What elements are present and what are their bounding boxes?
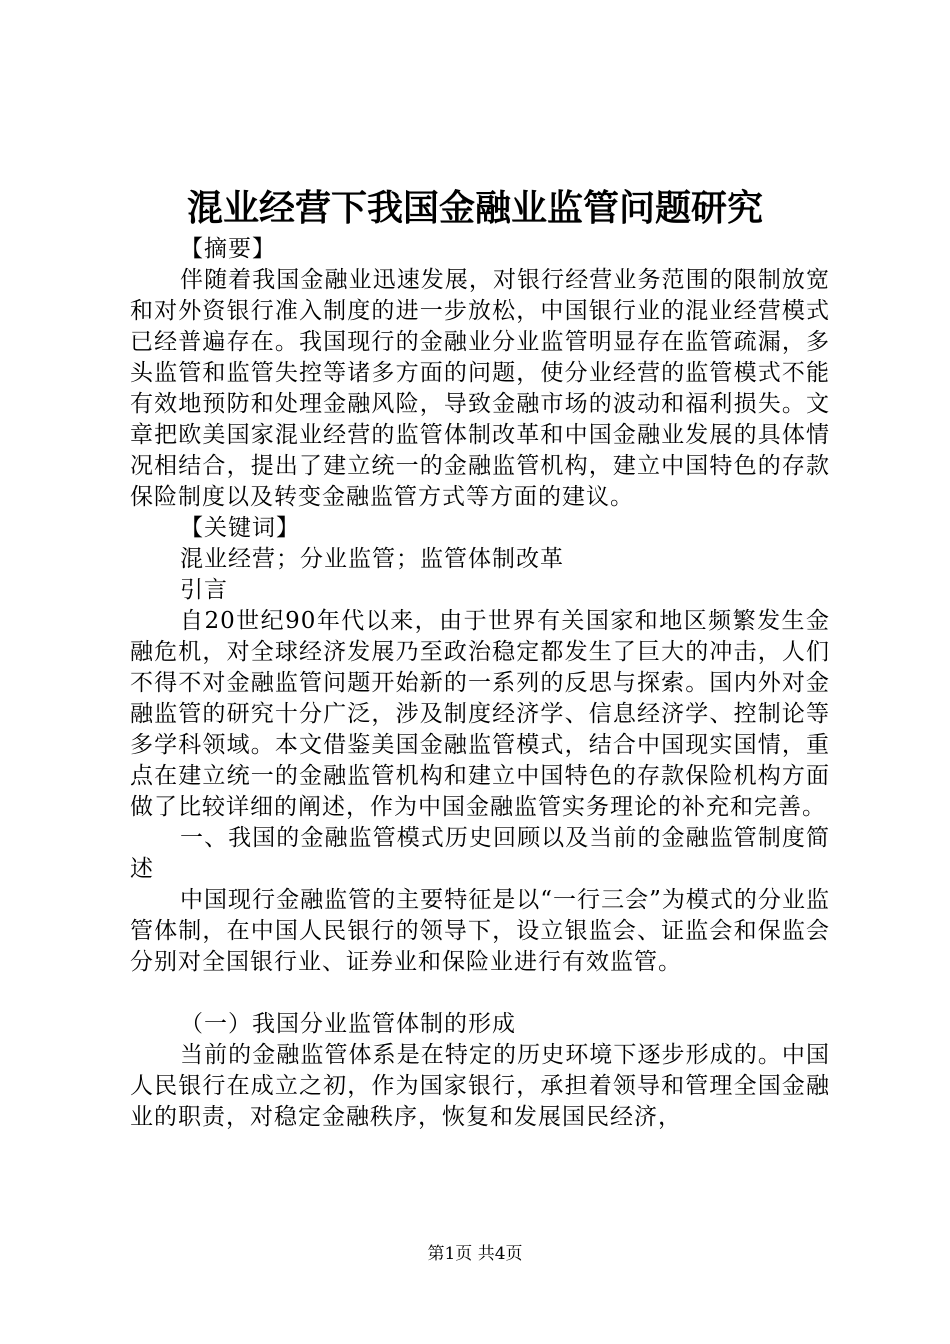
- section-paragraph: 中国现行金融监管的主要特征是以“一行三会”为模式的分业监管体制，在中国人民银行的领导下，设立银监会、证监会和保监会分别对全国银行业、证券业和保险业进行有效监管。: [130, 887, 830, 975]
- intro-label: 引言: [180, 577, 228, 603]
- subsection-heading: （一）我国分业监管体制的形成: [180, 1011, 516, 1037]
- section-heading: 一、我国的金融监管模式历史回顾以及当前的金融监管制度简述: [130, 825, 830, 882]
- keywords-paragraph: 混业经营；分业监管；监管体制改革: [180, 546, 564, 572]
- page-footer: 第1页 共4页: [427, 1244, 523, 1264]
- keywords-label: 【关键词】: [180, 515, 300, 541]
- document-body: [130, 234, 830, 1133]
- intro-paragraph: 自20世纪90年代以来，由于世界有关国家和地区频繁发生金融危机，对全球经济发展乃至政治稳定都发生了巨大的冲击，人们不得不对金融监管问题开始新的一系列的反思与探索。国内外对金融监管的研究十分广泛，涉及制度经济学、信息经济学、控制论等多学科领域。本文借鉴美国金融监管模式，结合中国现实国情，重点在建立统一的金融监管机构和建立中国特色的存款保险机构方面做了比较详细的阐述，作为中国金融监管实务理论的补充和完善。: [130, 608, 830, 820]
- paragraph-gap: [130, 978, 830, 1009]
- document-title: 混业经营下我国金融业监管问题研究: [186, 187, 763, 229]
- abstract-label: 【摘要】: [180, 236, 276, 262]
- subsection-paragraph: 当前的金融监管体系是在特定的历史环境下逐步形成的。中国人民银行在成立之初，作为国家银行，承担着领导和管理全国金融业的职责，对稳定金融秩序，恢复和发展国民经济，: [130, 1042, 830, 1130]
- abstract-paragraph: 伴随着我国金融业迅速发展，对银行经营业务范围的限制放宽和对外资银行准入制度的进一步放松，中国银行业的混业经营模式已经普遍存在。我国现行的金融业分业监管明显存在监管疏漏，多头监管和监管失控等诸多方面的问题，使分业经营的监管模式不能有效地预防和处理金融风险，导致金融市场的波动和福利损失。文章把欧美国家混业经营的监管体制改革和中国金融业发展的具体情况相结合，提出了建立统一的金融监管机构，建立中国特色的存款保险制度以及转变金融监管方式等方面的建议。: [130, 267, 830, 510]
